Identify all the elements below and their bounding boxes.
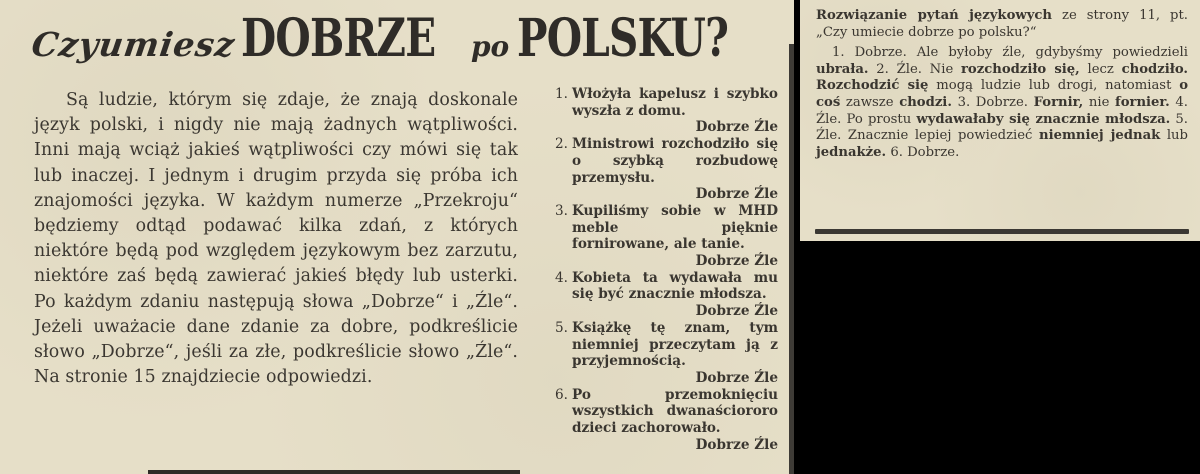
question-number: 1. — [555, 86, 568, 102]
answer-options: Dobrze Źle — [695, 303, 778, 320]
question-item — [548, 203, 778, 270]
solution-keyword: Rozchodzić się — [816, 78, 929, 94]
question-number: 5. — [555, 319, 568, 336]
headline-dobrze: DOBRZE — [240, 8, 436, 69]
solution-keyword: Fornir, — [1033, 94, 1084, 110]
solution-text: 1. Dobrze. Ale byłoby źle, gdybyśmy powiedzieli — [832, 45, 1188, 61]
question-item — [548, 86, 778, 136]
solution-keyword: ubrała. — [816, 61, 869, 77]
solution-text: mogą ludzie lub drogi, natomiast — [928, 78, 1180, 94]
solution-text: 4. Źle. Po prostu — [816, 94, 1188, 127]
solutions-heading-rest: ze strony 11, pt. „Czy umiecie dobrze po polsku?“ — [816, 8, 1188, 40]
solution-text: 2. Źle. Nie — [868, 61, 961, 77]
solution-keyword: o coś — [816, 78, 1188, 110]
intro-paragraph — [34, 88, 518, 390]
solutions-heading — [816, 8, 1188, 41]
solution-text: 5. Źle. Znacznie lepiej powiedzieć — [816, 111, 1188, 144]
answer-options: Dobrze Źle — [695, 119, 778, 136]
answer-options: Dobrze Źle — [695, 253, 778, 270]
intro-text: Są ludzie, którym się zdaje, że znają doskonale język polski, i nigdy nie mają żadnych wątpliwości. Inni mają wciąż jakieś wątpliwości czy mówi się tak lub inaczej. I jednym i drugim przyda się próba ich znajomości języka. W każdym numerze „Przekroju“ będziemy odtąd podawać kilka zdań, z których niektóre będą pod względem językowym bez zarzutu, niektóre zaś będą zawierać jakieś błędy lub usterki. Po każdym zdaniu następują słowa „Dobrze“ i „Źle“. Jeżeli uważacie dane zdanie za dobre, podkreślicie słowo „Dobrze“, jeśli za złe, podkreślicie słowo „Źle“. Na stronie 15 znajdziecie odpowiedzi. — [34, 90, 518, 388]
question-number: 4. — [555, 269, 568, 286]
bottom-rule — [148, 470, 520, 474]
question-text: Książkę tę znam, tym niemniej przeczytam ją z przyjemnością. — [572, 319, 778, 370]
question-number: 3. — [555, 202, 568, 219]
headline-script: Czyumiesz — [29, 25, 238, 64]
solution-text: lub — [1160, 128, 1188, 144]
answer-options: Dobrze Źle — [695, 436, 778, 453]
answer-options: Dobrze Źle — [695, 369, 778, 386]
headline-polsku: POLSKU? — [517, 8, 729, 69]
solutions-body — [816, 45, 1188, 161]
column-rule — [789, 44, 794, 474]
headline — [29, 8, 789, 70]
solution-keyword: fornier. — [1115, 94, 1170, 110]
solution-keyword: rozchodziło się, — [960, 61, 1080, 77]
question-item — [548, 320, 778, 387]
question-text: Ministrowi rozchodziło się o szybką rozbudowę przemysłu. — [572, 136, 778, 186]
solutions-text — [816, 8, 1188, 161]
solution-keyword: niemniej jednak — [1038, 128, 1161, 144]
solution-text: 3. Dobrze. — [951, 94, 1034, 110]
solution-text: lecz — [1079, 61, 1122, 77]
solutions-clipping — [800, 0, 1200, 241]
question-item — [548, 387, 778, 454]
question-text: Kobieta ta wydawała mu się być znacznie młodsza. — [572, 269, 778, 303]
question-number: 6. — [555, 386, 568, 403]
question-text: Po przemoknięciu wszystkich dwanaściororo dzieci zachorowało. — [572, 386, 778, 437]
question-item — [548, 136, 778, 203]
solution-keyword: jednakże. — [816, 144, 887, 160]
solution-keyword: chodzi. — [899, 94, 952, 110]
solution-keyword: chodziło. — [1121, 61, 1188, 77]
headline-po: po — [470, 30, 510, 63]
question-item — [548, 270, 778, 320]
solutions-rule — [815, 229, 1189, 234]
question-number: 2. — [555, 136, 568, 153]
question-text: Kupiliśmy sobie w MHD meble pięknie fornirowane, ale tanie. — [572, 202, 778, 253]
solutions-heading-bold: Rozwiązanie pytań językowych — [816, 8, 1052, 23]
solution-keyword: wydawałaby się znacznie młodsza. — [916, 111, 1171, 127]
solution-text: nie — [1083, 94, 1116, 110]
solution-text: zawsze — [840, 94, 900, 110]
question-list — [548, 86, 778, 453]
question-text: Włożyła kapelusz i szybko wyszła z domu. — [572, 86, 778, 119]
answer-options: Dobrze Źle — [695, 186, 778, 203]
solution-text: 6. Dobrze. — [886, 144, 960, 160]
